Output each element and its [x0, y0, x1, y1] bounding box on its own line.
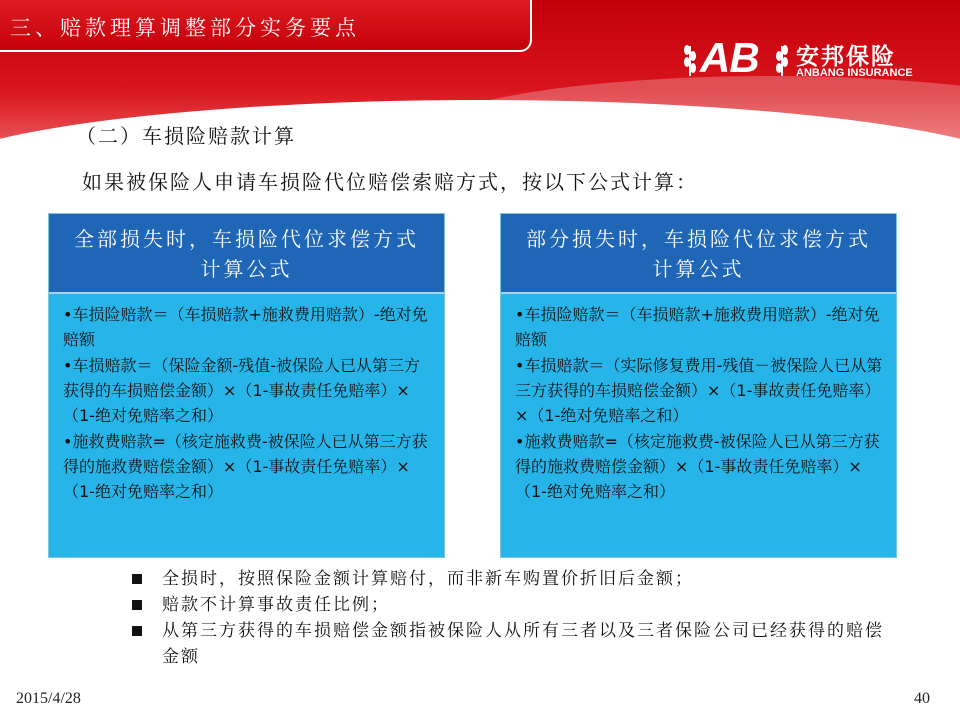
square-bullet-icon	[132, 600, 142, 610]
square-bullet-icon	[132, 626, 142, 636]
card-title-line1: 全部损失时，车损险代位求偿方式	[74, 227, 419, 251]
card-body	[501, 294, 896, 504]
formula-item: •施救费赔款=（核定施救费-被保险人已从第三方获得的施救费赔偿金额）×（1-事故责任免赔率）×（1-绝对免赔率之和）	[63, 432, 428, 501]
card-title-line2: 计算公式	[200, 257, 293, 281]
logo-name-en: ANBANG INSURANCE	[796, 67, 913, 79]
formula-item: •施救费赔款=（核定施救费-被保险人已从第三方获得的施救费赔偿金额）×（1-事故责任免赔率）×（1-绝对免赔率之和）	[515, 432, 880, 501]
square-bullet-icon	[132, 574, 142, 584]
card-body	[49, 294, 444, 504]
company-logo	[680, 36, 930, 84]
notes-list	[130, 566, 890, 670]
note-item	[130, 566, 890, 592]
partial-loss-formula-card	[500, 213, 897, 558]
note-text: 从第三方获得的车损赔偿金额指被保险人从所有三者以及三者保险公司已经获得的赔偿金额	[162, 621, 884, 667]
slide-title: 三、赔款理算调整部分实务要点	[10, 16, 360, 40]
note-text: 全损时，按照保险金额计算赔付，而非新车购置价折旧后金额；	[162, 569, 694, 589]
total-loss-formula-card	[48, 213, 445, 558]
card-title-line2: 计算公式	[652, 257, 745, 281]
card-header	[49, 214, 444, 294]
wheat-left-icon	[682, 40, 698, 76]
slide-title-box	[0, 0, 532, 52]
formula-item: •车损赔款＝（实际修复费用-残值－被保险人已从第三方获得的车损赔偿金额）×（1-事故责任免赔率）×（1-绝对免赔率之和）	[515, 356, 883, 425]
formula-item: •车损险赔款＝（车损赔款+施救费用赔款）-绝对免赔额	[515, 305, 880, 349]
page-number: 40	[914, 690, 930, 707]
note-item	[130, 618, 890, 670]
footer-date: 2015/4/28	[16, 690, 81, 707]
card-header	[501, 214, 896, 294]
formula-item: •车损险赔款＝（车损赔款+施救费用赔款）-绝对免赔额	[63, 305, 428, 349]
section-intro: 如果被保险人申请车损险代位赔偿索赔方式，按以下公式计算：	[82, 170, 698, 194]
card-title-line1: 部分损失时，车损险代位求偿方式	[526, 227, 871, 251]
formula-item: •车损赔款＝（保险金额-残值-被保险人已从第三方获得的车损赔偿金额）×（1-事故责任免赔率）×（1-绝对免赔率之和）	[63, 356, 420, 425]
logo-mark: AB	[700, 34, 759, 81]
wheat-right-icon	[774, 40, 790, 76]
logo-name-cn: 安邦保险	[796, 44, 896, 70]
note-item	[130, 592, 890, 618]
note-text: 赔款不计算事故责任比例；	[162, 595, 390, 615]
section-subtitle: （二）车损险赔款计算	[76, 124, 296, 148]
